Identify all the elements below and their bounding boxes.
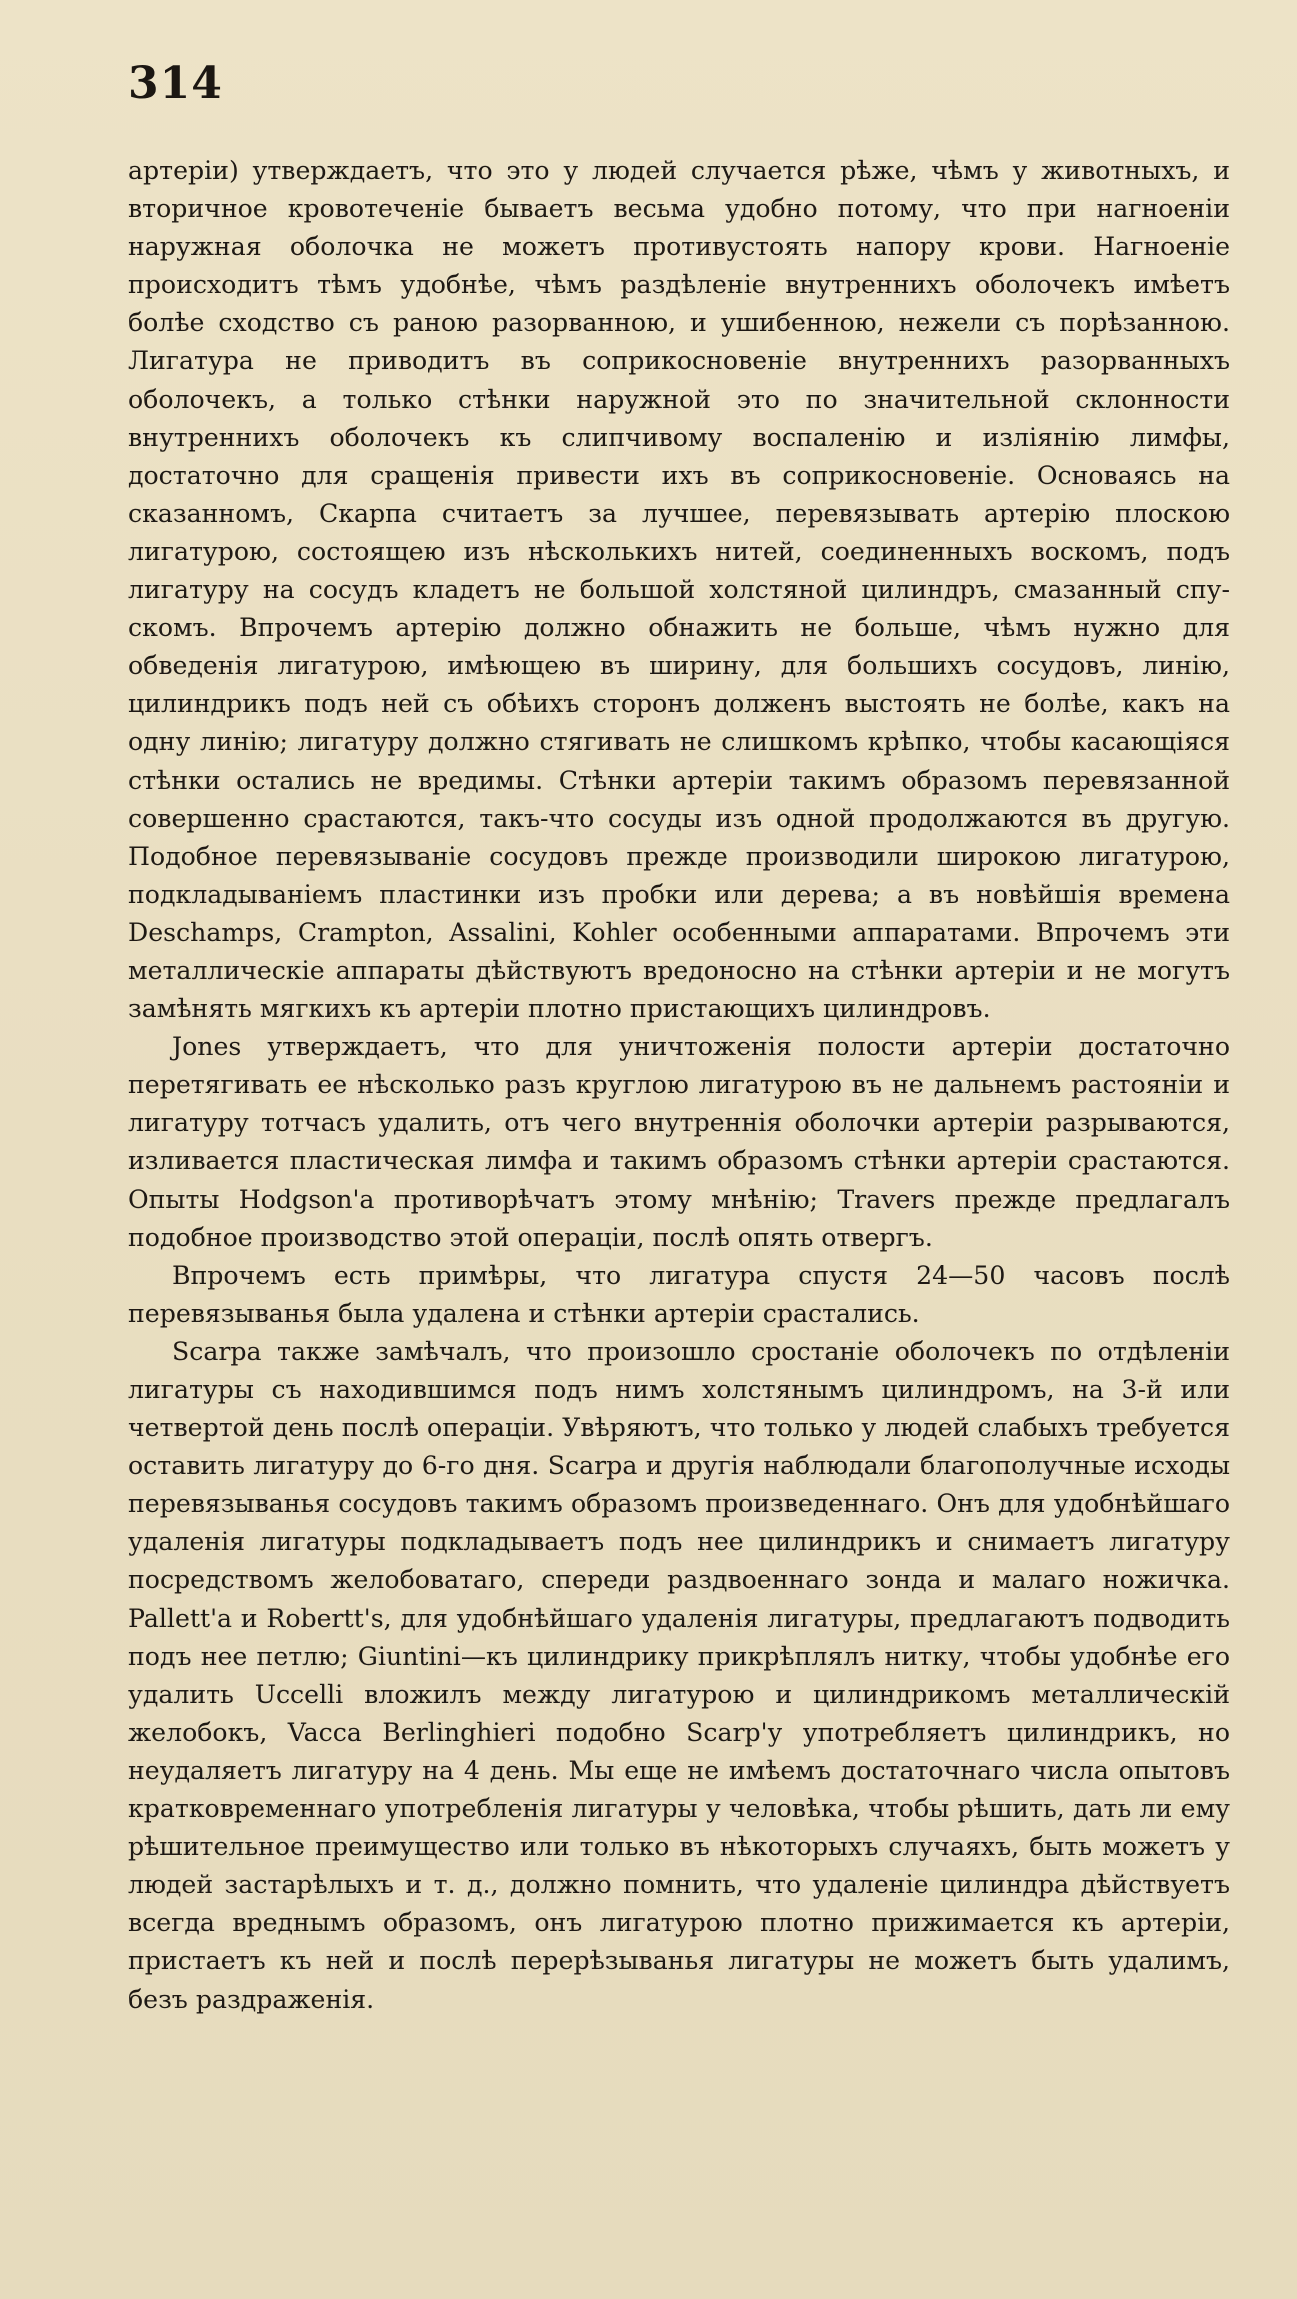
paragraph-1: артерiи) утверждаетъ, что это у людей случается рѣже, чѣмъ у животныхъ, и вторичное кровотеченiе бываетъ весьма удобно потому, что при нагноенiи наружная оболочка не можетъ противустоять напору крови. Нагноенiе происходитъ тѣмъ удобнѣе, чѣмъ раздѣленiе внутреннихъ оболочекъ имѣетъ болѣе сходство съ раною разорванною, и ушибенною, нежели съ порѣзанною. Лигатура не приводитъ въ соприкосновенiе внутреннихъ разорванныхъ оболочекъ, а только стѣнки наружной это по значительной склонности внутреннихъ оболочекъ къ слипчивому воспаленiю и излiянiю лимфы, достаточно для сращенiя привести ихъ въ соприкосновенiе. Основаясь на сказанномъ, Скарпа считаетъ за лучшее, перевязывать артерiю плоскою лигатурою, состоящею изъ нѣсколькихъ нитей, соединенныхъ воскомъ, подъ лигатуру на сосудъ кладетъ не большой холстяной цилиндръ, смазанный спускомъ. Впрочемъ артерiю должно обнажить не больше, чѣмъ нужно для обведенiя лигатурою, имѣющею въ ширину, для большихъ сосудовъ, линiю, цилиндрикъ подъ ней съ обѣихъ сторонъ долженъ выстоять не болѣе, какъ на одну линiю; лигатуру должно стягивать не слишкомъ крѣпко, чтобы касающiяся стѣнки остались не вредимы. Стѣнки артерiи такимъ образомъ перевязанной совершенно срастаются, такъ-что сосуды изъ одной продолжаются въ другую. Подобное перевязыванiе сосудовъ прежде производили широкою лигатурою, подкладыванiемъ пластинки изъ пробки или дерева; а въ новѣйшiя времена Deschamps, Crampton, Assalini, Kohler особенными аппаратами. Впрочемъ эти металлическiе аппараты дѣйствуютъ вредоносно на стѣнки артерiи и не могутъ замѣнять мягкихъ къ артерiи плотно пристающихъ цилиндровъ. [128, 156, 1230, 1024]
paragraph-3: Впрочемъ есть примѣры, что лигатура спустя 24—50 часовъ послѣ перевязыванья была удалена и стѣнки артерiи срастались. [128, 1260, 1230, 1328]
page-number: 314 [128, 58, 223, 109]
paragraph-2: Jones утверждаетъ, что для уничтоженiя полости артерiи достаточно перетягивать ее нѣсколько разъ круглою лигатурою въ не дальнемъ растоянiи и лигатуру тотчасъ удалить, отъ чего внутреннiя оболочки артерiи разрываются, изливается пластическая лимфа и такимъ образомъ стѣнки артерiи срастаются. Опыты Hodgson'а противорѣчатъ этому мнѣнiю; Travers прежде предлагалъ подобное производство этой операцiи, послѣ опять отвергъ. [128, 1032, 1230, 1252]
paragraph-4: Scarpa также замѣчалъ, что произошло сростанiе оболочекъ по отдѣленiи лигатуры съ находившимся подъ нимъ холстянымъ цилиндромъ, на 3-й или четвертой день послѣ операцiи. Увѣряютъ, что только у людей слабыхъ требуется оставить лигатуру до 6-го дня. Scarpa и другiя наблюдали благополучные исходы перевязыванья сосудовъ такимъ образомъ произведеннаго. Онъ для удобнѣйшаго удаленiя лигатуры подкладываетъ подъ нее цилиндрикъ и снимаетъ лигатуру посредствомъ желобоватаго, спереди раздвоеннаго зонда и малаго ножичка. Pallett'а и Robertt's, для удобнѣйшаго удаленiя лигатуры, предлагаютъ подводить подъ нее петлю; Giuntini—къ цилиндрику прикрѣплялъ нитку, чтобы удобнѣе его удалить Uccelli вложилъ между лигатурою и цилиндрикомъ металлическiй желобокъ, Vacca Berlinghieri подобно Scarp'у употребляетъ цилиндрикъ, но неудаляетъ лигатуру на 4 день. Мы еще не имѣемъ достаточнаго числа опытовъ кратковременнаго употребленiя лигатуры у человѣка, чтобы рѣшить, дать ли ему рѣшительное преимущество или только въ нѣкоторыхъ случаяхъ, быть можетъ у людей застарѣлыхъ и т. д., должно помнить, что удаленiе цилиндра дѣйствуетъ всегда вреднымъ образомъ, онъ лигатурою плотно прижимается къ артерiи, пристаетъ къ ней и послѣ перерѣзыванья лигатуры не можетъ быть удалимъ, безъ раздраженiя. [128, 1336, 1230, 2014]
body-text [128, 152, 1230, 2019]
